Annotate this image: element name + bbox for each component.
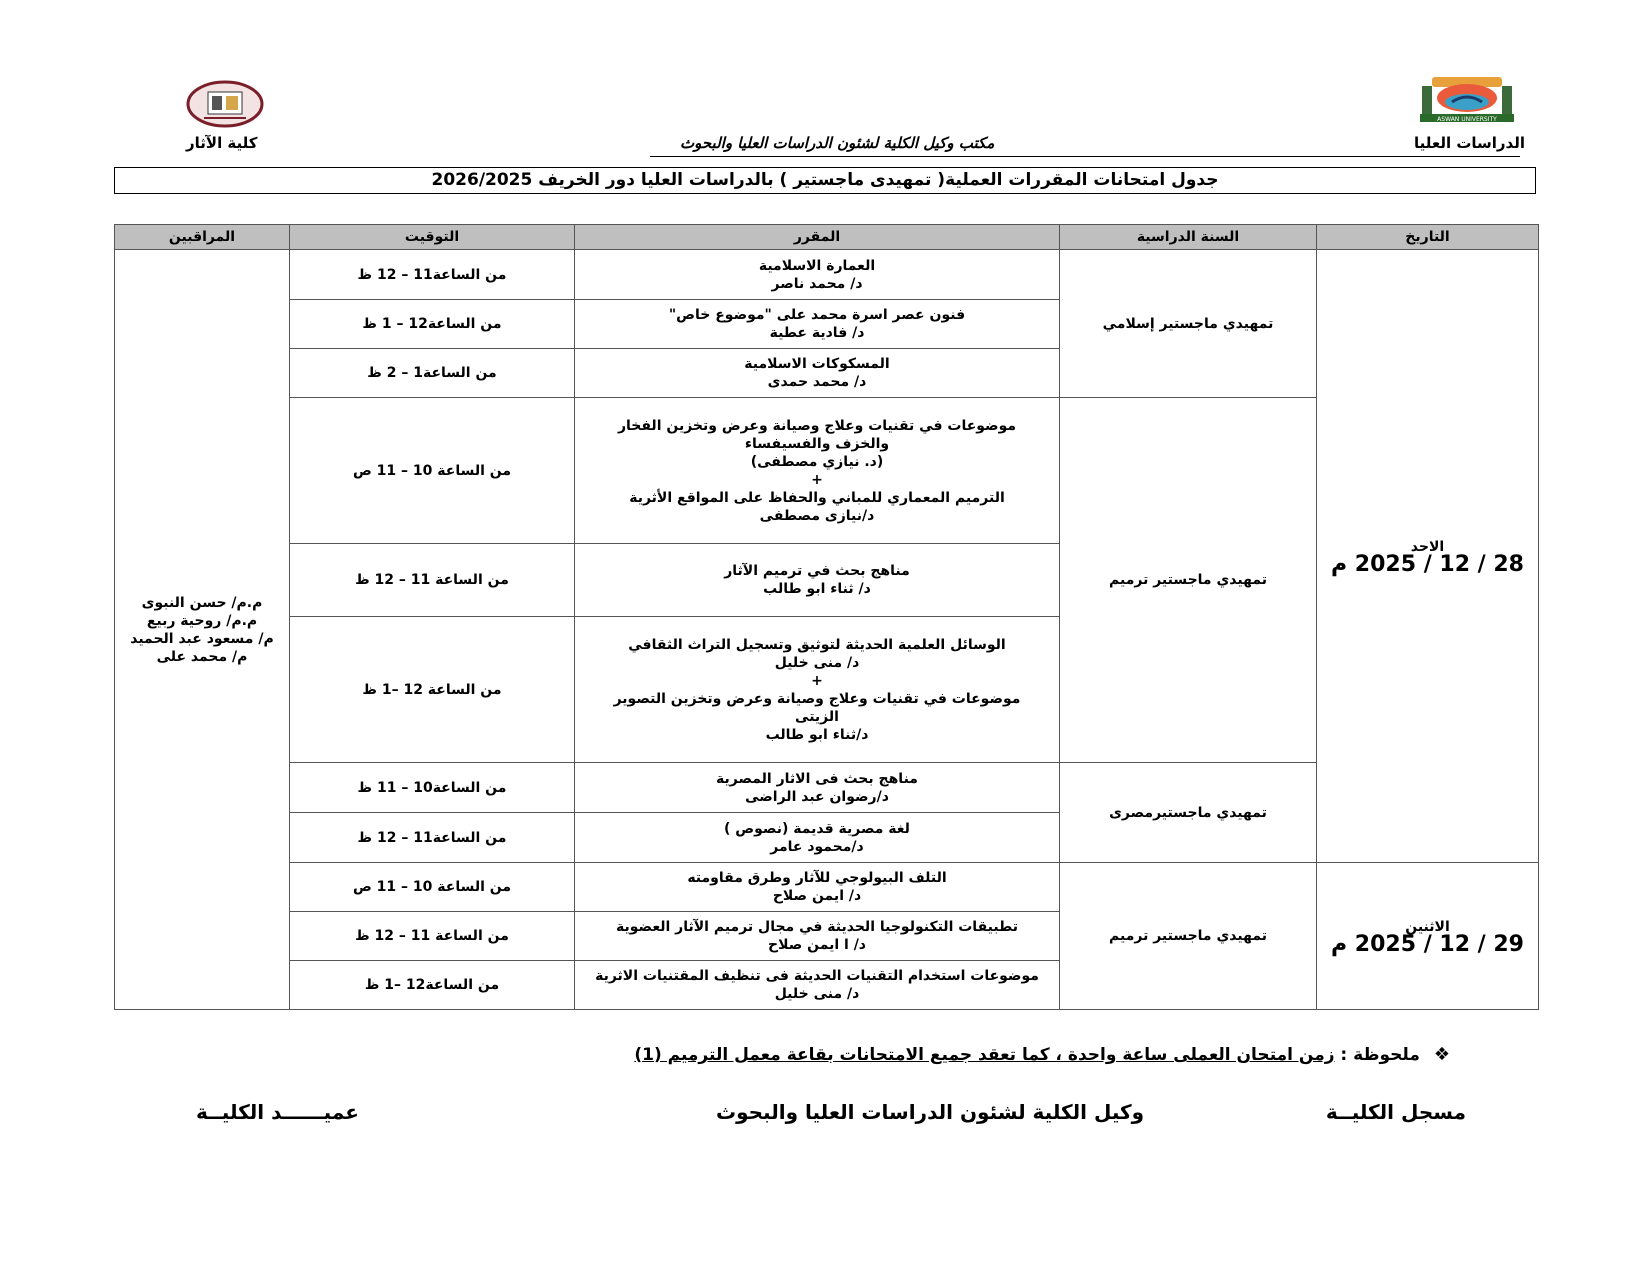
course-title: موضوعات استخدام التقنيات الحديثة فى تنظيف المقتنيات الاثرية [595, 968, 1039, 984]
table-row [115, 863, 1539, 912]
course-cell [575, 544, 1060, 617]
course-cell [575, 617, 1060, 763]
time-cell: من الساعة11 – 12 ظ [290, 813, 575, 863]
column-header-year: السنة الدراسية [1060, 225, 1317, 250]
year-cell-restoration: تمهيدي ماجستير ترميم [1060, 863, 1317, 1010]
signature-vice-dean: وكيل الكلية لشئون الدراسات العليا والبحوث [716, 1100, 1145, 1124]
course-title: الوسائل العلمية الحديثة لتوثيق وتسجيل التراث الثقافي [628, 636, 1006, 653]
time-cell: من الساعة 10 – 11 ص [290, 398, 575, 544]
course-cell [575, 763, 1060, 813]
day-name: الاثنين [1405, 919, 1450, 935]
proctors-cell [115, 250, 290, 1010]
proctor-name: م.م/ روحية ربيع [146, 612, 258, 629]
date-value: 29 / 12 / 2025 م [1331, 932, 1524, 957]
table-row [115, 250, 1539, 300]
year-cell-islamic: تمهيدي ماجستير إسلامي [1060, 250, 1317, 398]
proctor-name: م/ مسعود عبد الحميد [130, 630, 274, 647]
date-cell-day2 [1317, 863, 1539, 1010]
course-title: مناهج بحث في ترميم الآثار [724, 563, 910, 579]
course-instructor: د/محمود عامر [770, 838, 864, 855]
time-cell: من الساعة 10 – 11 ص [290, 863, 575, 912]
course-title: لغة مصرية قديمة (نصوص ) [724, 820, 910, 837]
course-instructor: د/ ايمن صلاح [772, 888, 862, 904]
course-title: تطبيقات التكنولوجيا الحديثة في مجال ترميم الآثار العضوية [616, 919, 1018, 935]
course-title: الترميم المعماري للمباني والحفاظ على المواقع الأثرية [629, 489, 1005, 506]
faculty-label: كلية الآثار [186, 134, 258, 152]
time-cell: من الساعة11 – 12 ظ [290, 250, 575, 300]
aswan-university-logo [1414, 74, 1520, 124]
time-cell: من الساعة12 –1 ظ [290, 961, 575, 1010]
note-text: زمن امتحان العملى ساعة واحدة ، كما تعقد جميع الامتحانات بقاعة معمل الترميم (1) [634, 1045, 1335, 1065]
course-instructor: د/ثناء ابو طالب [765, 726, 869, 743]
year-cell-restoration: تمهيدي ماجستير ترميم [1060, 398, 1317, 763]
course-cell [575, 250, 1060, 300]
exam-note [634, 1044, 1450, 1065]
time-cell: من الساعة12 – 1 ظ [290, 300, 575, 349]
column-header-proctors: المراقبين [115, 225, 290, 250]
column-header-time: التوقيت [290, 225, 575, 250]
course-cell [575, 813, 1060, 863]
signature-registrar: مسجل الكليــة [1325, 1100, 1466, 1124]
course-instructor: د/ فادية عطية [769, 325, 865, 341]
bullet-diamond-icon: ❖ [1433, 1044, 1450, 1065]
vice-dean-office-label: مكتب وكيل الكلية لشئون الدراسات العليا والبحوث [680, 134, 995, 152]
course-title: مناهج بحث فى الاثار المصرية [716, 770, 918, 787]
proctor-name: م/ محمد على [156, 648, 248, 665]
page-title: جدول امتحانات المقررات العملية( تمهيدى ماجستير ) بالدراسات العليا دور الخريف 2026/2025 [114, 167, 1536, 194]
course-cell [575, 912, 1060, 961]
time-cell: من الساعة 12 –1 ظ [290, 617, 575, 763]
note-prefix: ملحوظة : [1334, 1045, 1420, 1065]
course-title: التلف البيولوجي للآثار وطرق مقاومته [687, 870, 947, 886]
column-header-course: المقرر [575, 225, 1060, 250]
proctor-name: م.م/ حسن النبوى [141, 594, 263, 611]
time-cell: من الساعة 11 – 12 ظ [290, 912, 575, 961]
column-header-date: التاريخ [1317, 225, 1539, 250]
year-cell-egyptian: تمهيدي ماجستيرمصرى [1060, 763, 1317, 863]
header-divider [650, 156, 1520, 157]
time-cell: من الساعة1 – 2 ظ [290, 349, 575, 398]
course-instructor: د/ محمد حمدى [767, 374, 867, 390]
plus-sign: + [811, 672, 823, 689]
time-cell: من الساعة10 – 11 ظ [290, 763, 575, 813]
course-cell [575, 300, 1060, 349]
course-cell [575, 349, 1060, 398]
course-instructor: د/رضوان عبد الراضى [745, 788, 889, 805]
course-title: موضوعات في تقنيات وعلاج وصيانة وعرض وتخزين الفخار [617, 417, 1017, 434]
graduate-studies-label: الدراسات العليا [1413, 134, 1525, 152]
date-value: 28 / 12 / 2025 م [1331, 552, 1524, 577]
time-cell: من الساعة 11 – 12 ظ [290, 544, 575, 617]
course-title: الزيتى [795, 708, 839, 725]
course-title: المسكوكات الاسلامية [744, 356, 890, 372]
course-title: والخزف والفسيفساء [744, 435, 890, 452]
course-instructor: د/ ا ايمن صلاح [767, 937, 866, 953]
course-title: موضوعات في تقنيات وعلاج وصيانة وعرض وتخزين التصوير [613, 690, 1021, 707]
day-name: الاحد [1410, 539, 1445, 555]
signature-dean: عميــــــد الكليــة [196, 1100, 359, 1124]
course-cell [575, 398, 1060, 544]
course-title: فنون عصر اسرة محمد على "موضوع خاص" [668, 307, 966, 323]
svg-text:ASWAN UNIVERSITY: ASWAN UNIVERSITY [1437, 116, 1497, 123]
exam-schedule-table [114, 224, 1539, 1010]
course-instructor: د/ منى خليل [774, 654, 860, 671]
course-instructor: د/ منى خليل [774, 986, 860, 1002]
course-instructor: د/ محمد ناصر [771, 275, 863, 292]
course-instructor: (د. نيازي مصطفى) [750, 453, 884, 470]
course-instructor: د/ ثناء ابو طالب [763, 581, 871, 597]
faculty-of-archaeology-logo [186, 80, 264, 128]
table-header-row [115, 225, 1539, 250]
course-cell [575, 961, 1060, 1010]
date-cell-day1 [1317, 250, 1539, 863]
course-cell [575, 863, 1060, 912]
course-title: العمارة الاسلامية [758, 257, 876, 274]
plus-sign: + [811, 471, 823, 488]
course-instructor: د/نيازى مصطفى [759, 507, 875, 524]
